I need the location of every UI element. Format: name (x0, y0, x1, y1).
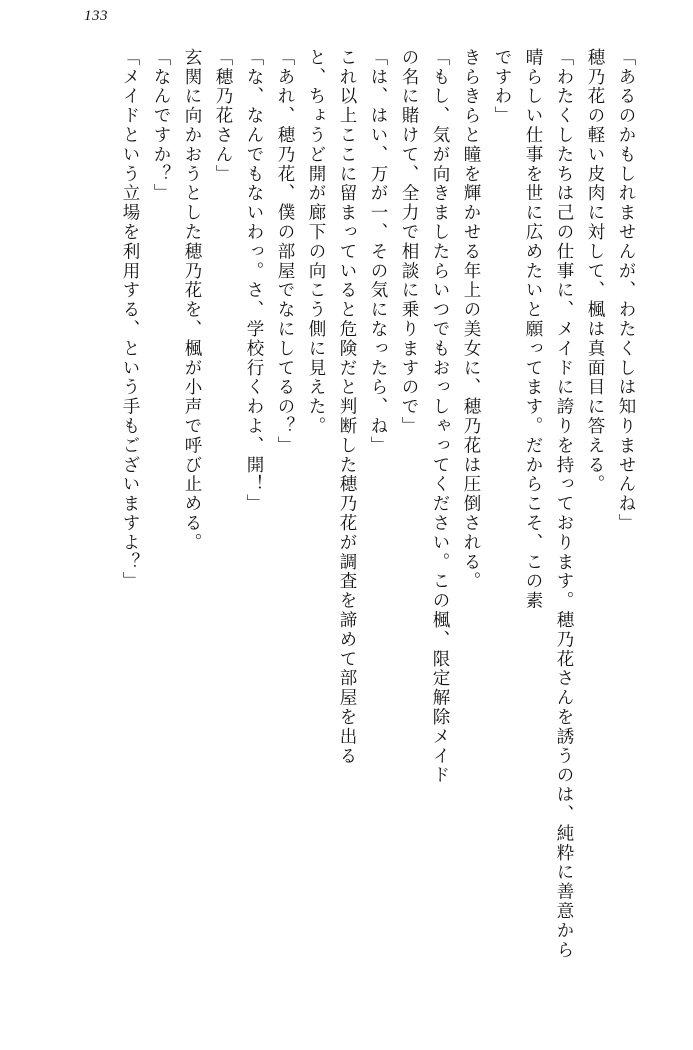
text-line: 「メイドという立場を利用する、という手もございますよ？」 (121, 48, 141, 592)
text-line: これ以上ここに留まっていると危険だと判断した穂乃花が調査を諦めて部屋を出る (338, 48, 358, 766)
text-line: 晴らしい仕事を世に広めたいと願ってます。だからこそ、この素 (524, 48, 544, 611)
text-line: 「穂乃花さん」 (214, 48, 234, 184)
text-line: の名に賭けて、全力で相談に乗りますので」 (400, 48, 420, 436)
text-line: 「なんですか？」 (152, 48, 172, 204)
text-line: 「もし、気が向きましたらいつでもおっしゃってください。この楓、限定解除メイド (431, 48, 451, 786)
text-line: 「あるのかもしれませんが、わたくしは知りませんね」 (617, 48, 637, 533)
text-line: 「な、なんでもないわっ。さ、学校行くわよ、開！」 (245, 48, 265, 514)
text-line: ですわ」 (493, 48, 513, 126)
text-line: 「わたくしたちは己の仕事に、メイドに誇りを持っております。穂乃花さんを誘うのは、純粋に善意から (555, 48, 575, 960)
text-line: 玄関に向かおうとした穂乃花を、楓が小声で呼び止める。 (183, 48, 203, 553)
text-line: 穂乃花の軽い皮肉に対して、楓は真面目に答える。 (586, 48, 606, 495)
text-line: きらきらと瞳を輝かせる年上の美女に、穂乃花は圧倒される。 (462, 48, 482, 592)
page-number: 133 (84, 8, 108, 24)
vertical-text-body (58, 48, 635, 996)
text-line: 「あれ、穂乃花、僕の部屋でなにしてるの？」 (276, 48, 296, 456)
text-line: 「は、はい、万が一、その気になったら、ね」 (369, 48, 389, 456)
text-line: と、ちょうど開が廊下の向こう側に見えた。 (307, 48, 327, 436)
